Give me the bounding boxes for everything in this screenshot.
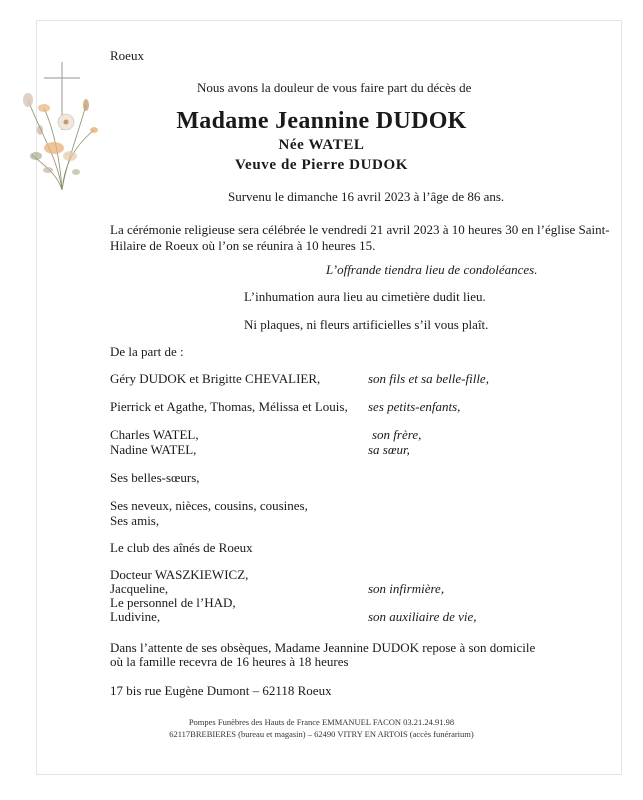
ceremony-line1: La cérémonie religieuse sera célébrée le vendredi 21 avril 2023 à 10 heures 30 en l’église Saint-	[110, 222, 610, 237]
family-relation: son frère,	[372, 427, 422, 442]
rest-line2: où la famille recevra de 16 heures à 18 heures	[110, 654, 349, 669]
care-name: Jacqueline,	[110, 581, 169, 596]
family-name: Pierrick et Agathe, Thomas, Mélissa et Louis,	[110, 399, 348, 414]
death-date: Survenu le dimanche 16 avril 2023 à l’âge de 86 ans.	[228, 189, 505, 204]
footer-line1: Pompes Funèbres des Hauts de France EMMANUEL FACON 03.21.24.91.98	[188, 717, 455, 727]
widow-of: Veuve de Pierre DUDOK	[235, 157, 408, 173]
care-name: Ludivine,	[110, 609, 161, 624]
burial-note: L’inhumation aura lieu au cimetière dudit lieu.	[244, 289, 486, 304]
family-name: Charles WATEL,	[110, 427, 199, 442]
deceased-name: Madame Jeannine DUDOK	[176, 108, 467, 134]
care-relation: son infirmière,	[368, 581, 445, 596]
sisters-in-law: Ses belles-sœurs,	[110, 470, 200, 485]
footer-line2: 62117BREBIERES (bureau et magasin) – 62490 VITRY EN ARTOIS (accès funérarium)	[169, 729, 474, 739]
intro-text: Nous avons la douleur de vous faire part du décès de	[197, 80, 472, 95]
care-name: Docteur WASZKIEWICZ,	[110, 567, 249, 582]
nephews-line: Ses neveux, nièces, cousins, cousines,	[110, 498, 308, 513]
address-line: 17 bis rue Eugène Dumont – 62118 Roeux	[110, 683, 332, 698]
family-name: Géry DUDOK et Brigitte CHEVALIER,	[110, 371, 321, 386]
care-name: Le personnel de l’HAD,	[110, 595, 236, 610]
family-relation: ses petits-enfants,	[368, 399, 461, 414]
condolences-note: L’offrande tiendra lieu de condoléances.	[326, 262, 538, 277]
care-relation: son auxiliaire de vie,	[368, 609, 477, 624]
city-label: Roeux	[110, 48, 144, 63]
from-label: De la part de :	[110, 344, 184, 359]
rest-line1: Dans l’attente de ses obsèques, Madame Jeannine DUDOK repose à son domicile	[110, 640, 536, 655]
family-name: Nadine WATEL,	[110, 442, 197, 457]
family-relation: sa sœur,	[368, 442, 410, 457]
ceremony-line2: Hilaire de Roeux où l’on se réunira à 10 heures 15.	[110, 238, 376, 253]
no-flowers-note: Ni plaques, ni fleurs artificielles s’il vous plaît.	[244, 317, 489, 332]
club-line: Le club des aînés de Roeux	[110, 540, 253, 555]
family-relation: son fils et sa belle-fille,	[368, 371, 489, 386]
maiden-name: Née WATEL	[278, 137, 365, 153]
friends-line: Ses amis,	[110, 513, 160, 528]
